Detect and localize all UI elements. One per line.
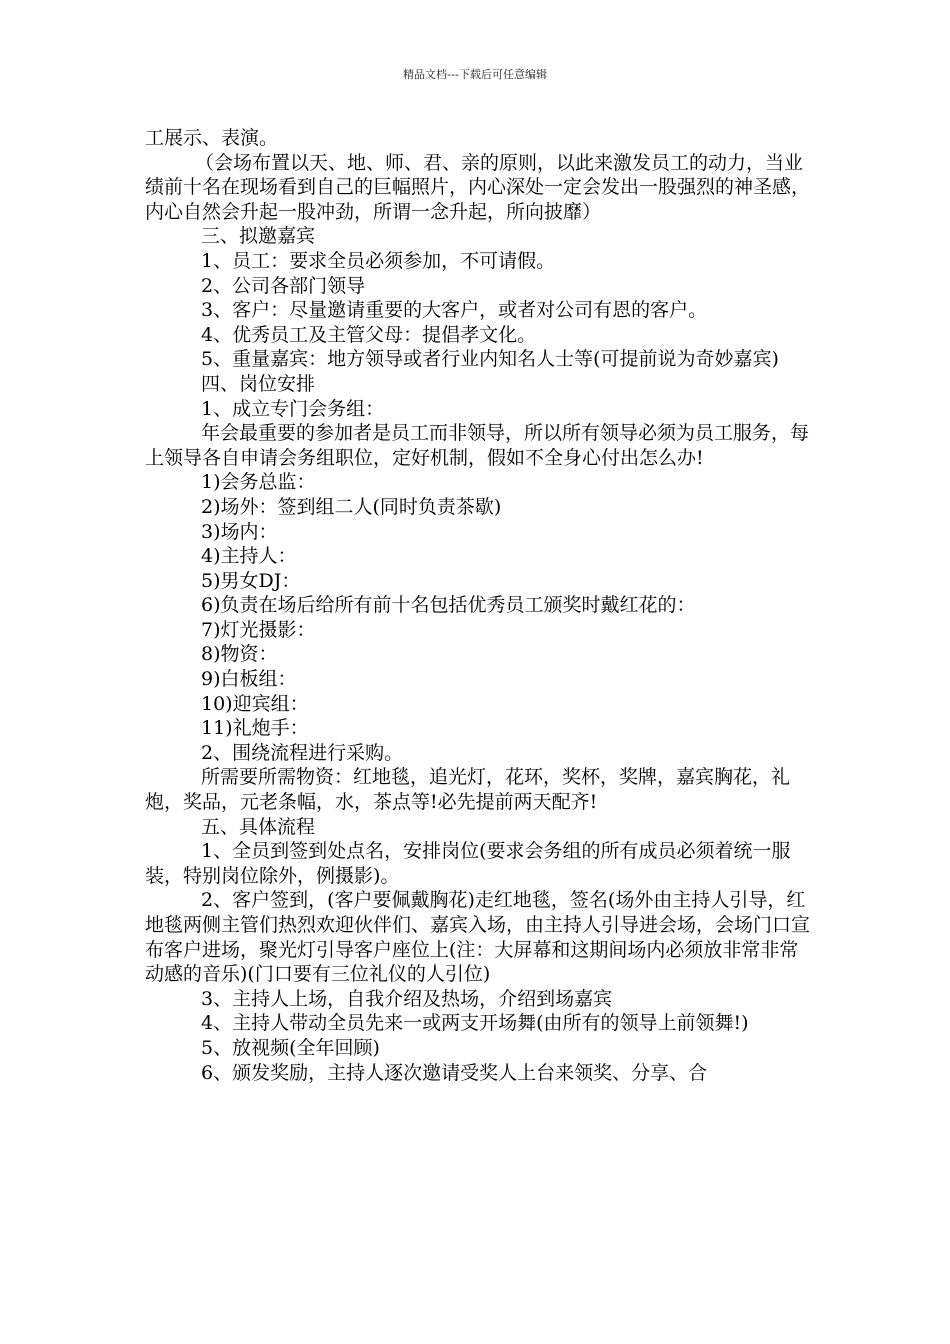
paragraph: 所需要所需物资：红地毯，追光灯，花环，奖杯，奖牌，嘉宾胸花，礼炮，奖品，元老条幅，水，茶点等!必先提前两天配齐! bbox=[145, 766, 791, 814]
list-item: 9)白板组： bbox=[201, 668, 297, 691]
paragraph: 6、颁发奖励，主持人逐次邀请受奖人上台来领奖、分享、合 bbox=[201, 1061, 708, 1084]
paragraph: （会场布置以天、地、师、君、亲的原则，以此来激发员工的动力，当业绩前十名在现场看到自己的巨幅照片，内心深处一定会发出一股强烈的神圣感，内心自然会升起一股冲劲，所谓一念升起，所向披靡） bbox=[145, 151, 811, 223]
paragraph: 5、重量嘉宾：地方领导或者行业内知名人士等(可提前说为奇妙嘉宾) bbox=[201, 348, 779, 371]
list-item: 4)主持人： bbox=[201, 545, 297, 568]
list-item: 3)场内： bbox=[201, 520, 278, 543]
list-item: 5)男女DJ： bbox=[201, 569, 301, 592]
paragraph: 3、客户：尽量邀请重要的大客户，或者对公司有恩的客户。 bbox=[201, 299, 708, 322]
paragraph: 4、主持人带动全员先来一或两支开场舞(由所有的领导上前领舞!) bbox=[201, 1012, 749, 1035]
list-item: 10)迎宾组： bbox=[201, 692, 309, 715]
section-heading: 五、具体流程 bbox=[201, 815, 316, 838]
paragraph: 2、客户签到，(客户要佩戴胸花)走红地毯，签名(场外由主持人引导，红地毯两侧主管们热烈欢迎伙伴们、嘉宾入场，由主持人引导进会场，会场门口宣布客户进场，聚光灯引导客户座位上(注：大屏幕和这期间场内必须放非常非常动感的音乐)(门口要有三位礼仪的人引位) bbox=[145, 889, 811, 986]
list-item: 11)礼炮手： bbox=[201, 717, 309, 740]
list-item: 8)物资： bbox=[201, 643, 278, 666]
document-body bbox=[145, 126, 813, 1085]
list-item: 7)灯光摄影： bbox=[201, 618, 316, 641]
paragraph: 工展示、表演。 bbox=[145, 127, 279, 149]
paragraph: 1、成立专门会务组： bbox=[201, 397, 385, 420]
paragraph: 2、围绕流程进行采购。 bbox=[201, 741, 404, 764]
paragraph: 3、主持人上场，自我介绍及热场，介绍到场嘉宾 bbox=[201, 987, 613, 1010]
section-heading: 三、拟邀嘉宾 bbox=[201, 225, 316, 248]
paragraph: 年会最重要的参加者是员工而非领导，所以所有领导必须为员工服务，每上领导各自申请会务组职位，定好机制，假如不全身心付出怎么办! bbox=[145, 422, 810, 469]
paragraph: 4、优秀员工及主管父母：提倡孝文化。 bbox=[201, 323, 537, 346]
list-item: 6)负责在场后给所有前十名包括优秀员工颁奖时戴红花的： bbox=[201, 594, 696, 617]
paragraph: 1、员工：要求全员必须参加，不可请假。 bbox=[201, 249, 556, 272]
paragraph: 2、公司各部门领导 bbox=[201, 274, 366, 297]
list-item: 1)会务总监： bbox=[201, 471, 316, 494]
paragraph: 5、放视频(全年回顾) bbox=[201, 1036, 380, 1059]
page-header: 精品文档---下载后可任意编辑 bbox=[403, 68, 547, 81]
list-item: 2)场外：签到组二人(同时负责茶歇) bbox=[201, 495, 502, 518]
paragraph: 1、全员到签到处点名，安排岗位(要求会务组的所有成员必须着统一服装，特别岗位除外，例摄影)。 bbox=[145, 840, 791, 887]
section-heading: 四、岗位安排 bbox=[201, 372, 316, 395]
